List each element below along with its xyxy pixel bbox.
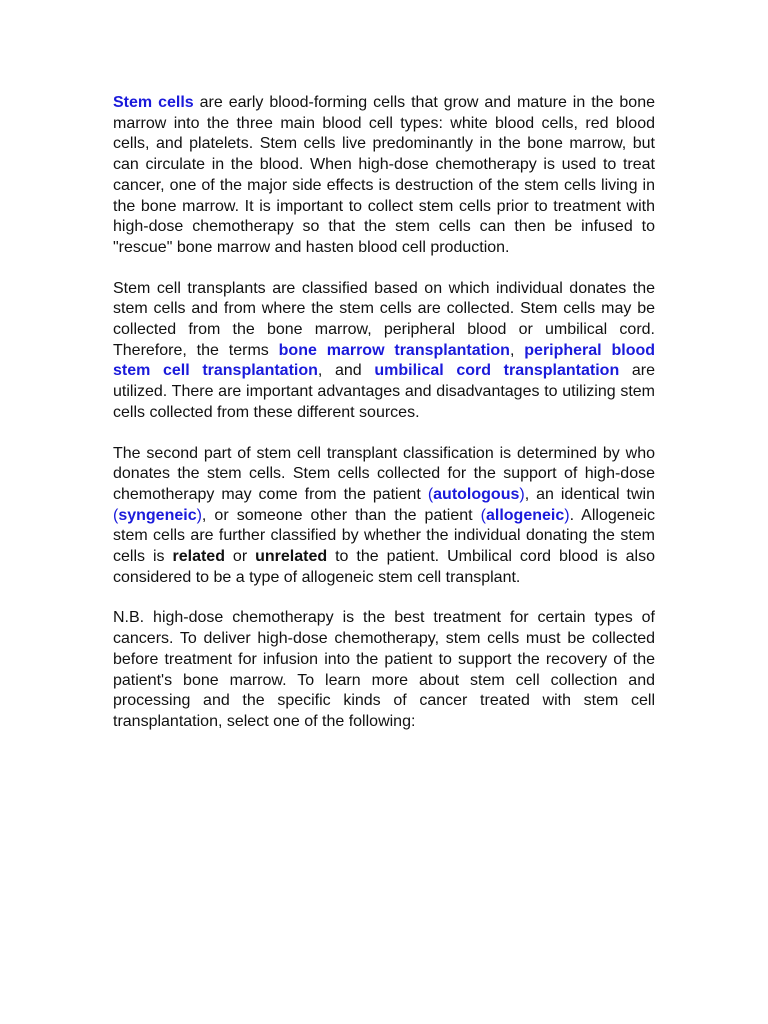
- paragraph-text: are utilized. There are important advantages and disadvantages to utilizing stem cells collected from these different sources.: [113, 362, 656, 421]
- bold-related: related: [172, 548, 225, 566]
- paren-open: (: [480, 506, 486, 524]
- link-allogeneic[interactable]: allogeneic: [485, 506, 565, 524]
- paragraph-text: N.B. high-dose chemotherapy is the best treatment for certain types of cancers. To deliver high-dose chemotherapy, stem cells must be collected before treatment for infusion into the patient to support the recovery of the patient's bone marrow. To learn more about stem cell collection and processing and the specific kinds of cancer treated with stem cell transplantation, select one of the following:: [113, 609, 655, 730]
- paragraph-text: , or someone other than the patient: [201, 506, 481, 524]
- paren-open: (: [113, 506, 119, 524]
- paragraph-text: or: [224, 548, 256, 566]
- separator-text: , and: [317, 362, 375, 380]
- paragraph-stem-cells-intro: [113, 93, 655, 259]
- paragraph-transplant-classification: [113, 279, 655, 424]
- separator-text: ,: [509, 341, 525, 359]
- paragraph-text: The second part of stem cell transplant classification is determined by who donates the stem cells. Stem cells collected for the support of high-dose chemotherapy may come from the patient: [113, 444, 655, 503]
- document-body: [113, 93, 655, 753]
- bold-unrelated: unrelated: [255, 548, 328, 566]
- paragraph-nb-note: [113, 608, 655, 732]
- paragraph-text: , an identical twin: [524, 485, 656, 503]
- link-bone-marrow-transplantation[interactable]: bone marrow transplantation: [278, 341, 510, 359]
- link-umbilical-cord-transplantation[interactable]: umbilical cord transplantation: [374, 362, 620, 380]
- link-autologous[interactable]: autologous: [433, 485, 520, 503]
- paragraph-text: are early blood-forming cells that grow and mature in the bone marrow into the three main blood cell types: white blood cells, red blood cells, and platelets. Stem cells live predominantly in the bone marrow, but can circulate in the blood. When high-dose chemotherapy is used to treat cancer, one of the major side effects is destruction of the stem cells living in the bone marrow. It is important to collect stem cells prior to treatment with high-dose chemotherapy so that the stem cells can then be infused to "rescue" bone marrow and hasten blood cell production.: [113, 94, 656, 256]
- paren-close: ): [564, 506, 570, 524]
- link-peripheral-blood-stem-cell-transplantation[interactable]: peripheral blood stem cell transplantation: [113, 341, 656, 380]
- link-stem-cells[interactable]: Stem cells: [113, 94, 194, 111]
- link-syngeneic[interactable]: syngeneic: [118, 506, 197, 524]
- paren-close: ): [519, 485, 525, 503]
- paren-open: (: [427, 485, 434, 503]
- paren-close: ): [196, 506, 202, 524]
- paragraph-text: to the patient. Umbilical cord blood is also considered to be a type of allogeneic stem cell transplant.: [113, 548, 655, 586]
- paragraph-text: Stem cell transplants are classified based on which individual donates the stem cells and from where the stem cells are collected. Stem cells may be collected from the bone marrow, peripheral blood or umbilical cord. Therefore, the terms: [113, 279, 655, 359]
- paragraph-donor-classification: [113, 444, 655, 589]
- paragraph-text: . Allogeneic stem cells are further classified by whether the individual donating the stem cells is: [113, 506, 656, 566]
